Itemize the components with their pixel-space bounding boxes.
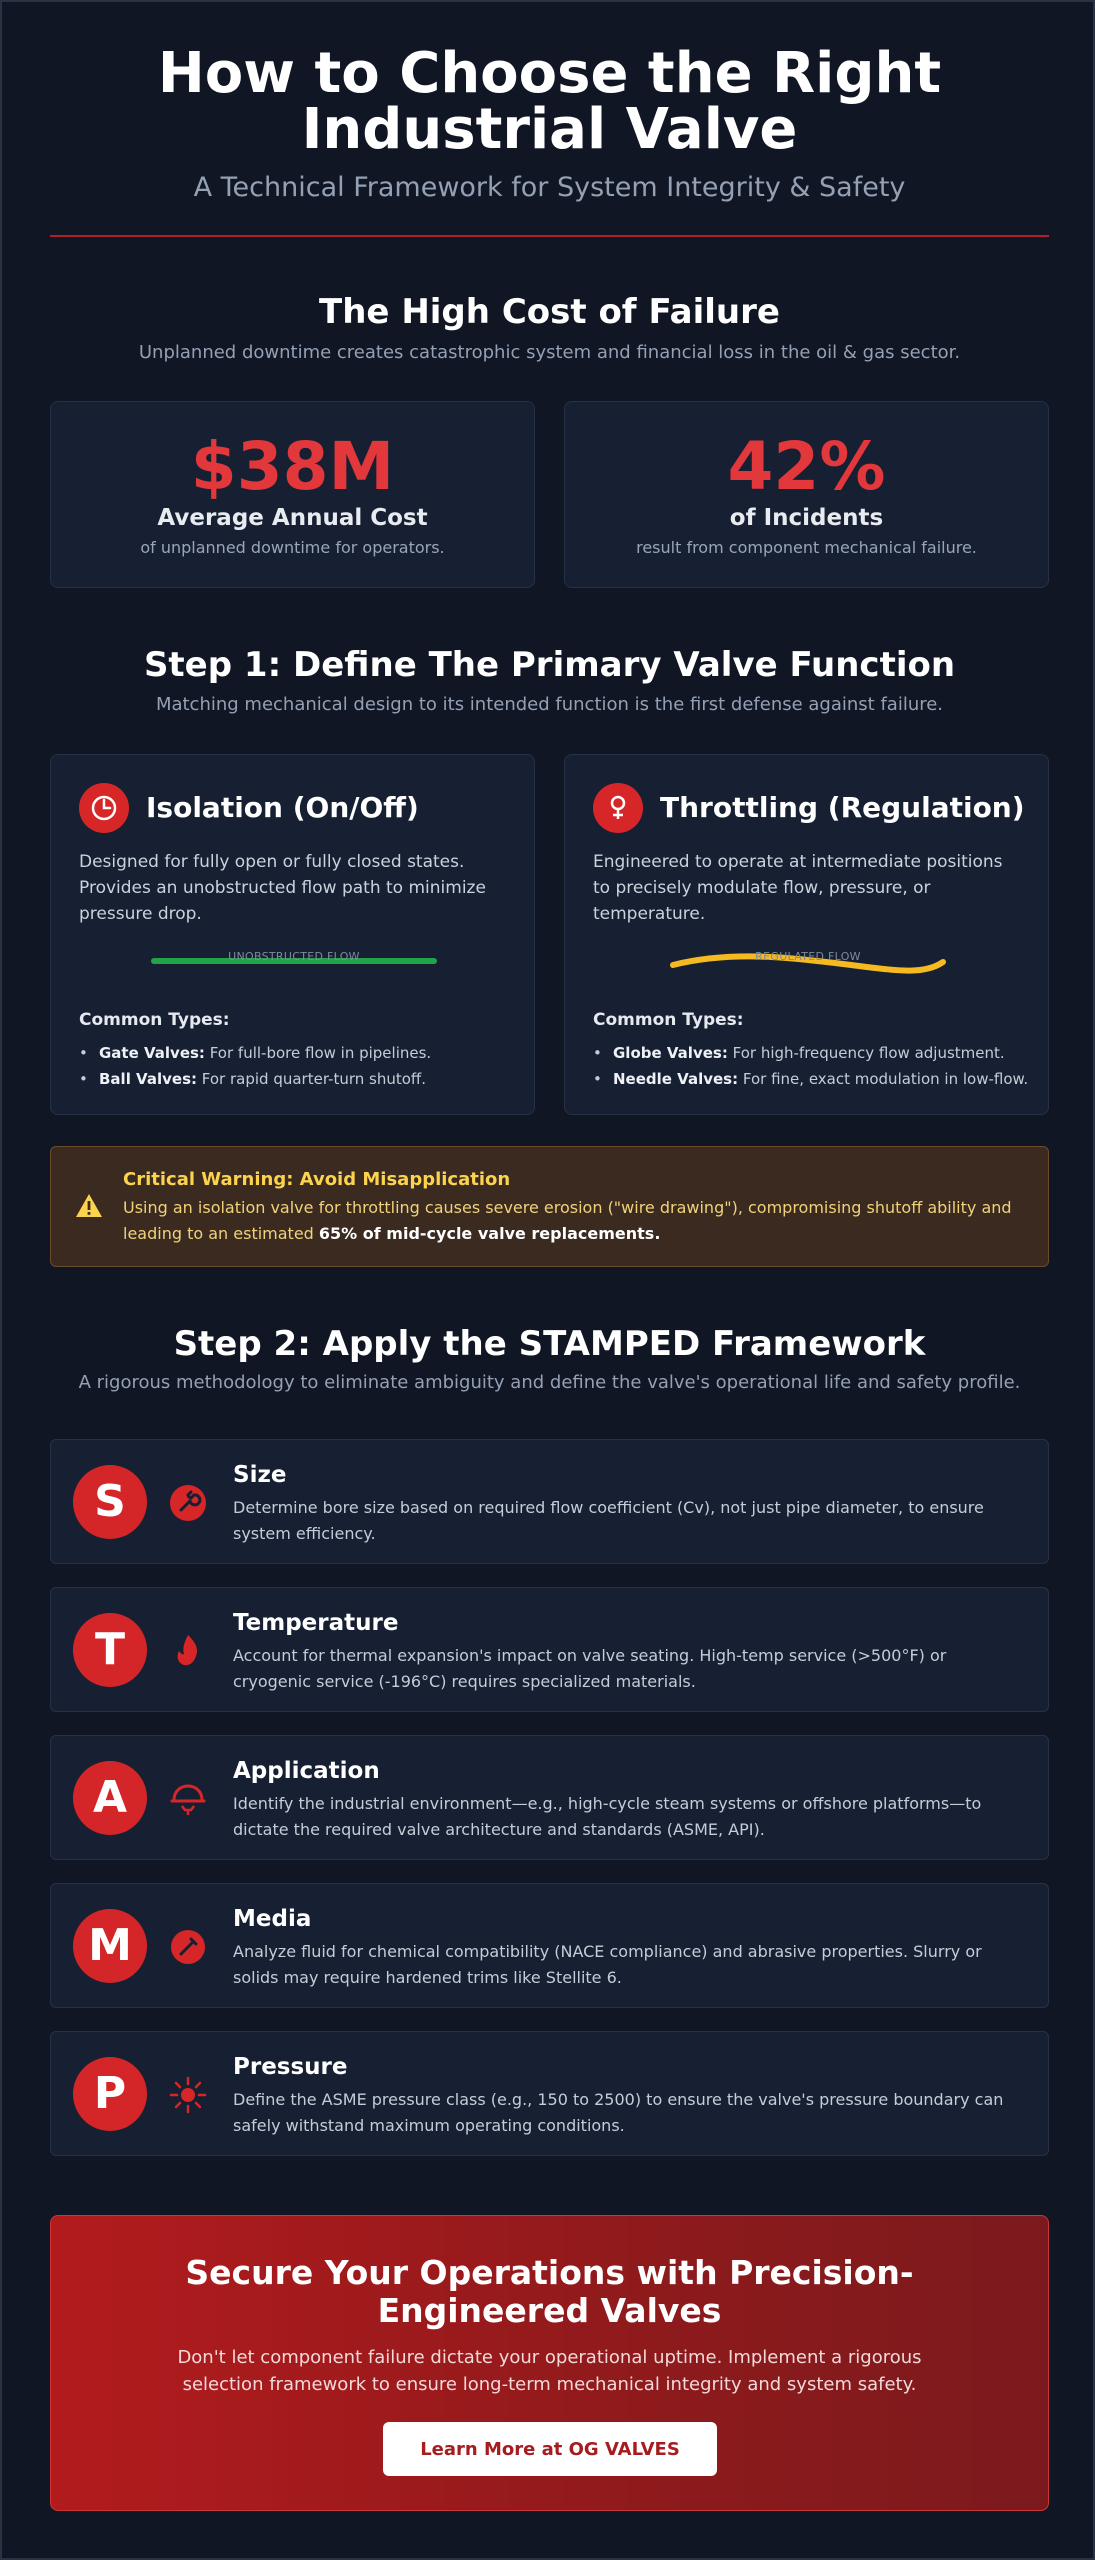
page-title: How to Choose the Right Industrial Valve [157,41,942,162]
types-heading: Common Types: [593,1010,744,1030]
stamped-item-media [50,1883,1049,2008]
pressure-burst-icon [169,2076,207,2114]
list-item: • Needle Valves: For fine, exact modulation in low-flow. [593,1066,1028,1092]
cta-text: Don't let component failure dictate your operational uptime. Implement a rigorous selection framework to ensure long-term mechanical integrity and system safety. [177,2347,922,2395]
header-divider [50,235,1049,237]
stamped-title: Pressure [233,2054,348,2080]
stamped-desc: Account for thermal expansion's impact on valve seating. High-temp service (>500°F) or cryogenic service (-196°C) requires specialized materials. [233,1646,947,1691]
stamped-letter: S [73,1465,147,1539]
stamped-item-temperature [50,1587,1049,1712]
learn-more-button[interactable]: Learn More at OG VALVES [383,2422,717,2476]
flow-diagram-unobstructed [79,950,509,990]
stamped-letter: P [73,2057,147,2131]
flow-label: REGULATED FLOW [755,950,861,963]
power-valve-icon [79,783,129,833]
flow-diagram-regulated [593,950,1023,990]
failure-title: The High Cost of Failure [319,292,780,332]
types-list [79,1040,431,1092]
stamped-desc: Define the ASME pressure class (e.g., 150 to 2500) to ensure the valve's pressure boundary can safely withstand maximum operating conditions. [233,2090,1004,2135]
cta-banner [50,2215,1049,2511]
step2-title: Step 2: Apply the STAMPED Framework [173,1324,926,1364]
function-desc: Designed for fully open or fully closed states. Provides an unobstructed flow path to minimize pressure drop. [79,852,486,924]
warning-title: Critical Warning: Avoid Misapplication [123,1169,511,1190]
stamped-title: Media [233,1906,312,1932]
gauge-regulation-icon [593,783,643,833]
stat-desc: of unplanned downtime for operators. [140,538,445,557]
stat-value: $38M [190,428,395,505]
flow-label: UNOBSTRUCTED FLOW [228,950,360,963]
stat-card-cost [50,401,535,588]
stamped-desc: Analyze fluid for chemical compatibility (NACE compliance) and abrasive properties. Slurry or solids may require hardened trims like Stellite 6. [233,1942,982,1987]
list-item: • Gate Valves: For full-bore flow in pipelines. [79,1040,431,1066]
thermometer-icon [169,1632,207,1670]
function-card-isolation [50,754,535,1115]
stamped-item-size [50,1439,1049,1564]
cta-title: Secure Your Operations with Precision-Engineered Valves [185,2253,914,2330]
flask-icon [169,1928,207,1966]
function-title: Throttling (Regulation) [660,791,1025,824]
warning-triangle-icon [75,1193,103,1219]
failure-subtitle: Unplanned downtime creates catastrophic system and financial loss in the oil & gas sector. [138,342,961,363]
stamped-title: Size [233,1462,287,1488]
warning-text: Using an isolation valve for throttling causes severe erosion ("wire drawing"), compromising shutoff ability and leading to an estimated 65% of mid-cycle valve replacements. [123,1198,1012,1243]
step1-subtitle: Matching mechanical design to its intended function is the first defense against failure. [155,694,944,715]
stamped-title: Application [233,1758,380,1784]
stat-card-incidents [564,401,1049,588]
stat-label: Average Annual Cost [157,505,428,531]
stat-value: 42% [727,428,886,505]
page-subtitle: A Technical Framework for System Integrity & Safety [193,172,906,203]
stat-label: of Incidents [729,505,884,531]
critical-warning [50,1146,1049,1267]
step1-title: Step 1: Define The Primary Valve Function [143,645,956,685]
types-heading: Common Types: [79,1010,230,1030]
list-item: • Globe Valves: For high-frequency flow adjustment. [593,1040,1028,1066]
warning-emphasis: 65% of mid-cycle valve replacements. [318,1224,661,1243]
stamped-letter: T [73,1613,147,1687]
step2-subtitle: A rigorous methodology to eliminate ambiguity and define the valve's operational life and safety profile. [78,1372,1021,1393]
stamped-title: Temperature [233,1610,399,1636]
stamped-desc: Determine bore size based on required flow coefficient (Cv), not just pipe diameter, to ensure system efficiency. [233,1498,984,1543]
types-list [593,1040,1028,1092]
function-title: Isolation (On/Off) [146,791,419,824]
wrench-icon [169,1484,207,1522]
stamped-desc: Identify the industrial environment—e.g., high-cycle steam systems or offshore platforms—to dictate the required valve architecture and standards (ASME, API). [233,1794,982,1839]
stamped-letter: M [73,1909,147,1983]
stamped-item-pressure [50,2031,1049,2156]
stamped-letter: A [73,1761,147,1835]
stat-desc: result from component mechanical failure. [636,538,977,557]
list-item: • Ball Valves: For rapid quarter-turn shutoff. [79,1066,431,1092]
function-card-throttling [564,754,1049,1115]
hardhat-icon [169,1780,207,1818]
stamped-item-application [50,1735,1049,1860]
function-desc: Engineered to operate at intermediate positions to precisely modulate flow, pressure, or temperature. [593,852,1003,924]
